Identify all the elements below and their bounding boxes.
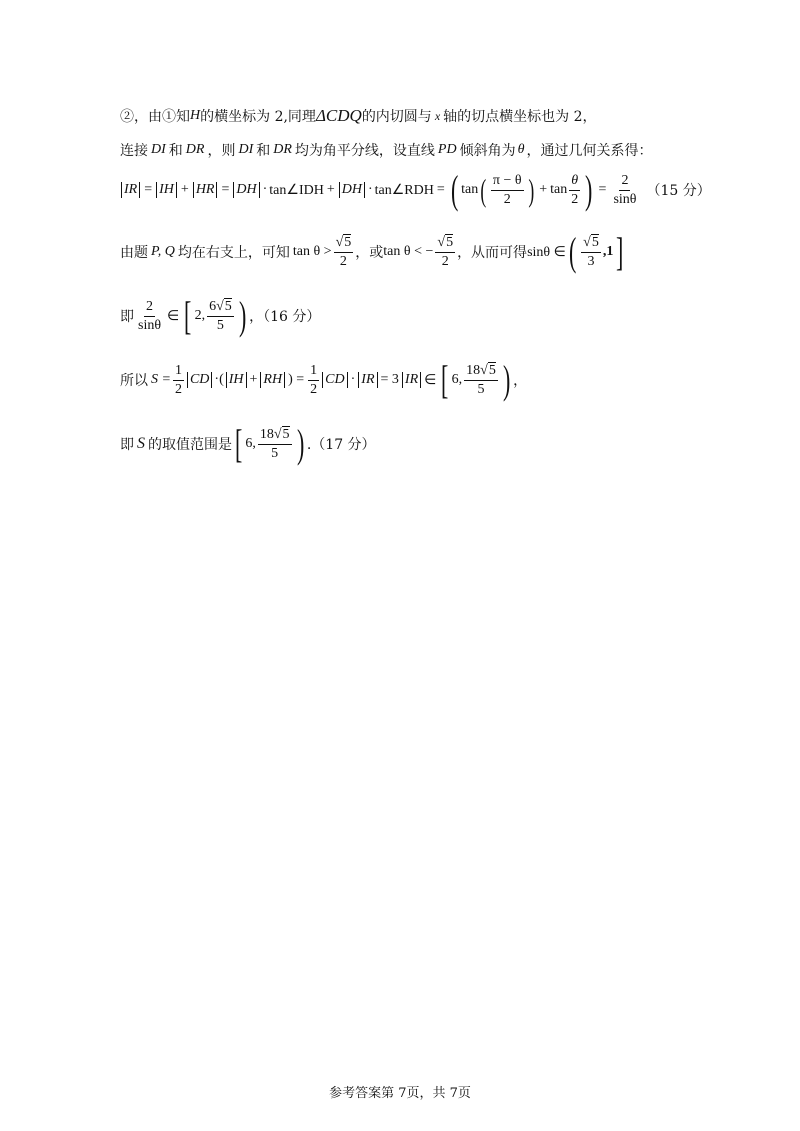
sin-range: sinθ ∈ xyxy=(527,244,566,260)
solution-line-1 xyxy=(120,106,597,126)
var-dr: DR xyxy=(185,142,205,157)
text: 和 xyxy=(256,143,271,159)
text: ，从而可得 xyxy=(457,245,528,261)
tan-idh: tan∠IDH xyxy=(269,182,324,198)
abs-hr: HR xyxy=(193,182,218,198)
denominator: 2 xyxy=(441,253,449,269)
score-label: .（17 分） xyxy=(306,437,376,453)
fraction xyxy=(464,362,498,399)
numerator: 18√5 xyxy=(258,426,292,445)
text: 倾斜角为 xyxy=(459,143,516,159)
radicand: 5 xyxy=(344,234,352,250)
solution-line-7: 即 S 的取值范围是 [ 6, $\frac{18√5}{5}$ ) .（17 分） xyxy=(120,421,376,466)
solution-line-4: 由题 P, Q 均在右支上，可知 tan θ > $\frac{√5}{2}$ ，或 tan θ < − $\frac{√5}{2}$ ，从而可得 sinθ ∈ ( $\frac{√5}{3}$ ,1 ] xyxy=(120,229,624,274)
score-label: （15 分） xyxy=(646,183,711,199)
abs-dh: DH xyxy=(233,182,259,198)
radicand: 5 xyxy=(591,234,599,250)
text: 由题 xyxy=(120,245,148,261)
solution-line-2 xyxy=(120,140,652,160)
triangle-cdq: ΔCDQ xyxy=(315,106,362,125)
equals-three: = 3 xyxy=(380,372,399,387)
fraction xyxy=(173,362,184,399)
abs-ih: IH xyxy=(156,182,177,198)
fraction xyxy=(207,298,234,335)
abs-cd: CD xyxy=(322,372,347,388)
solution-line-5: 即 $\frac{2}{\sin\theta}$ ∈ [ 2, $\frac{6√5}{5}$ ) ，（16 分） xyxy=(120,293,321,338)
fraction xyxy=(258,426,292,463)
element-of: ∈ xyxy=(167,308,180,324)
numerator: √5 xyxy=(581,234,601,253)
page-footer: 参考答案第 7页，共 7页 xyxy=(329,1086,471,1101)
fraction xyxy=(435,234,455,271)
var-pq: P, Q xyxy=(151,244,175,259)
text: 轴的切点横坐标也为 2， xyxy=(443,109,597,125)
solution-line-6: 所以 S = $\frac{1}{2}$ CD ·( IH + RH ) = $\frac{1}{2}$ CD · IR = 3 IR ∈ [ 6, $\frac{18√5}{5}$ ) ， xyxy=(120,357,528,402)
var-dr: DR xyxy=(273,142,292,157)
text: 所以 xyxy=(120,373,148,389)
var-x: x xyxy=(434,108,441,123)
text: 的内切圆与 xyxy=(361,109,432,125)
abs-cd: CD xyxy=(187,372,212,388)
denominator: 5 xyxy=(271,445,279,461)
coefficient: 18 xyxy=(466,362,481,378)
coefficient: 18 xyxy=(259,426,274,442)
solution-line-3: IR = IH + HR = DH · tan∠IDH + DH · tan∠RDH = ( tan ( $\frac{\pi - \theta}{2}$ ) + tan $\frac{\theta}{2}$ ) = $\frac{2}{\sin\theta}$ （15 分） xyxy=(120,170,711,210)
denominator: 5 xyxy=(216,317,224,333)
fraction xyxy=(581,234,601,271)
text: ，或 xyxy=(355,245,384,261)
fraction xyxy=(569,172,580,209)
var-h: H xyxy=(190,108,201,123)
tan-rdh: tan∠RDH xyxy=(374,182,434,198)
denominator: 5 xyxy=(477,381,485,397)
abs-dh: DH xyxy=(339,182,365,198)
denominator: 2 xyxy=(571,191,579,207)
fraction xyxy=(491,172,524,209)
interval-end: ,1 xyxy=(602,244,614,259)
var-s: S xyxy=(137,435,145,452)
denominator: sinθ xyxy=(138,317,162,333)
radicand: 5 xyxy=(224,298,232,314)
text: ，通过几何关系得： xyxy=(526,143,653,159)
text: 的横坐标为 2,同理 xyxy=(200,109,316,125)
text: ②，由①知 xyxy=(120,109,190,125)
interval-start: 6, xyxy=(245,436,256,451)
text: ，则 xyxy=(207,143,236,159)
numerator: 1 xyxy=(173,362,184,381)
var-di: DI xyxy=(238,142,254,157)
abs-ir: IR xyxy=(358,372,377,388)
numerator: 6√5 xyxy=(207,298,234,317)
numerator: 18√5 xyxy=(464,362,498,381)
coefficient: 6 xyxy=(209,298,217,314)
punctuation: ， xyxy=(513,373,528,389)
text: 连接 xyxy=(120,143,148,159)
denominator: 2 xyxy=(310,381,318,397)
radicand: 5 xyxy=(282,426,290,442)
var-di: DI xyxy=(151,142,166,157)
text: 和 xyxy=(168,143,183,159)
var-pd: PD xyxy=(437,142,457,157)
numerator: 2 xyxy=(144,298,155,317)
abs-ir: IR xyxy=(402,372,421,388)
abs-rh: RH xyxy=(260,372,285,388)
score-label: ，（16 分） xyxy=(249,309,321,325)
radicand: 5 xyxy=(446,234,454,250)
denominator: 2 xyxy=(174,381,182,397)
denominator: 2 xyxy=(503,191,511,207)
text: 均在右支上，可知 xyxy=(177,245,290,261)
tan-ineq: tan θ < − xyxy=(383,244,434,259)
tan-word: tan xyxy=(461,182,479,197)
abs-ih: IH xyxy=(226,372,247,388)
abs-ir: IR xyxy=(121,182,140,198)
text: 均为角平分线，设直线 xyxy=(294,143,435,159)
fraction xyxy=(611,172,638,209)
numerator: 2 xyxy=(619,172,630,191)
radicand: 5 xyxy=(488,362,496,378)
interval-start: 2, xyxy=(194,308,206,323)
var-theta: θ xyxy=(517,142,525,157)
interval-start: 6, xyxy=(451,372,463,387)
element-of: ∈ xyxy=(424,372,437,388)
fraction xyxy=(136,298,163,335)
denominator: 3 xyxy=(587,253,595,269)
numerator: θ xyxy=(569,172,580,191)
text: 即 xyxy=(120,437,134,453)
numerator: √5 xyxy=(334,234,354,253)
numerator: 1 xyxy=(308,362,319,381)
text: 的取值范围是 xyxy=(148,437,232,453)
fraction xyxy=(308,362,319,399)
denominator: 2 xyxy=(339,253,347,269)
numerator: π − θ xyxy=(491,172,524,191)
denominator: sinθ xyxy=(613,191,637,207)
var-s: S = xyxy=(151,372,171,387)
tan-ineq: tan θ > xyxy=(292,244,332,259)
fraction xyxy=(334,234,354,271)
tan-word: tan xyxy=(550,182,568,197)
text: 即 xyxy=(120,309,134,325)
numerator: √5 xyxy=(435,234,455,253)
